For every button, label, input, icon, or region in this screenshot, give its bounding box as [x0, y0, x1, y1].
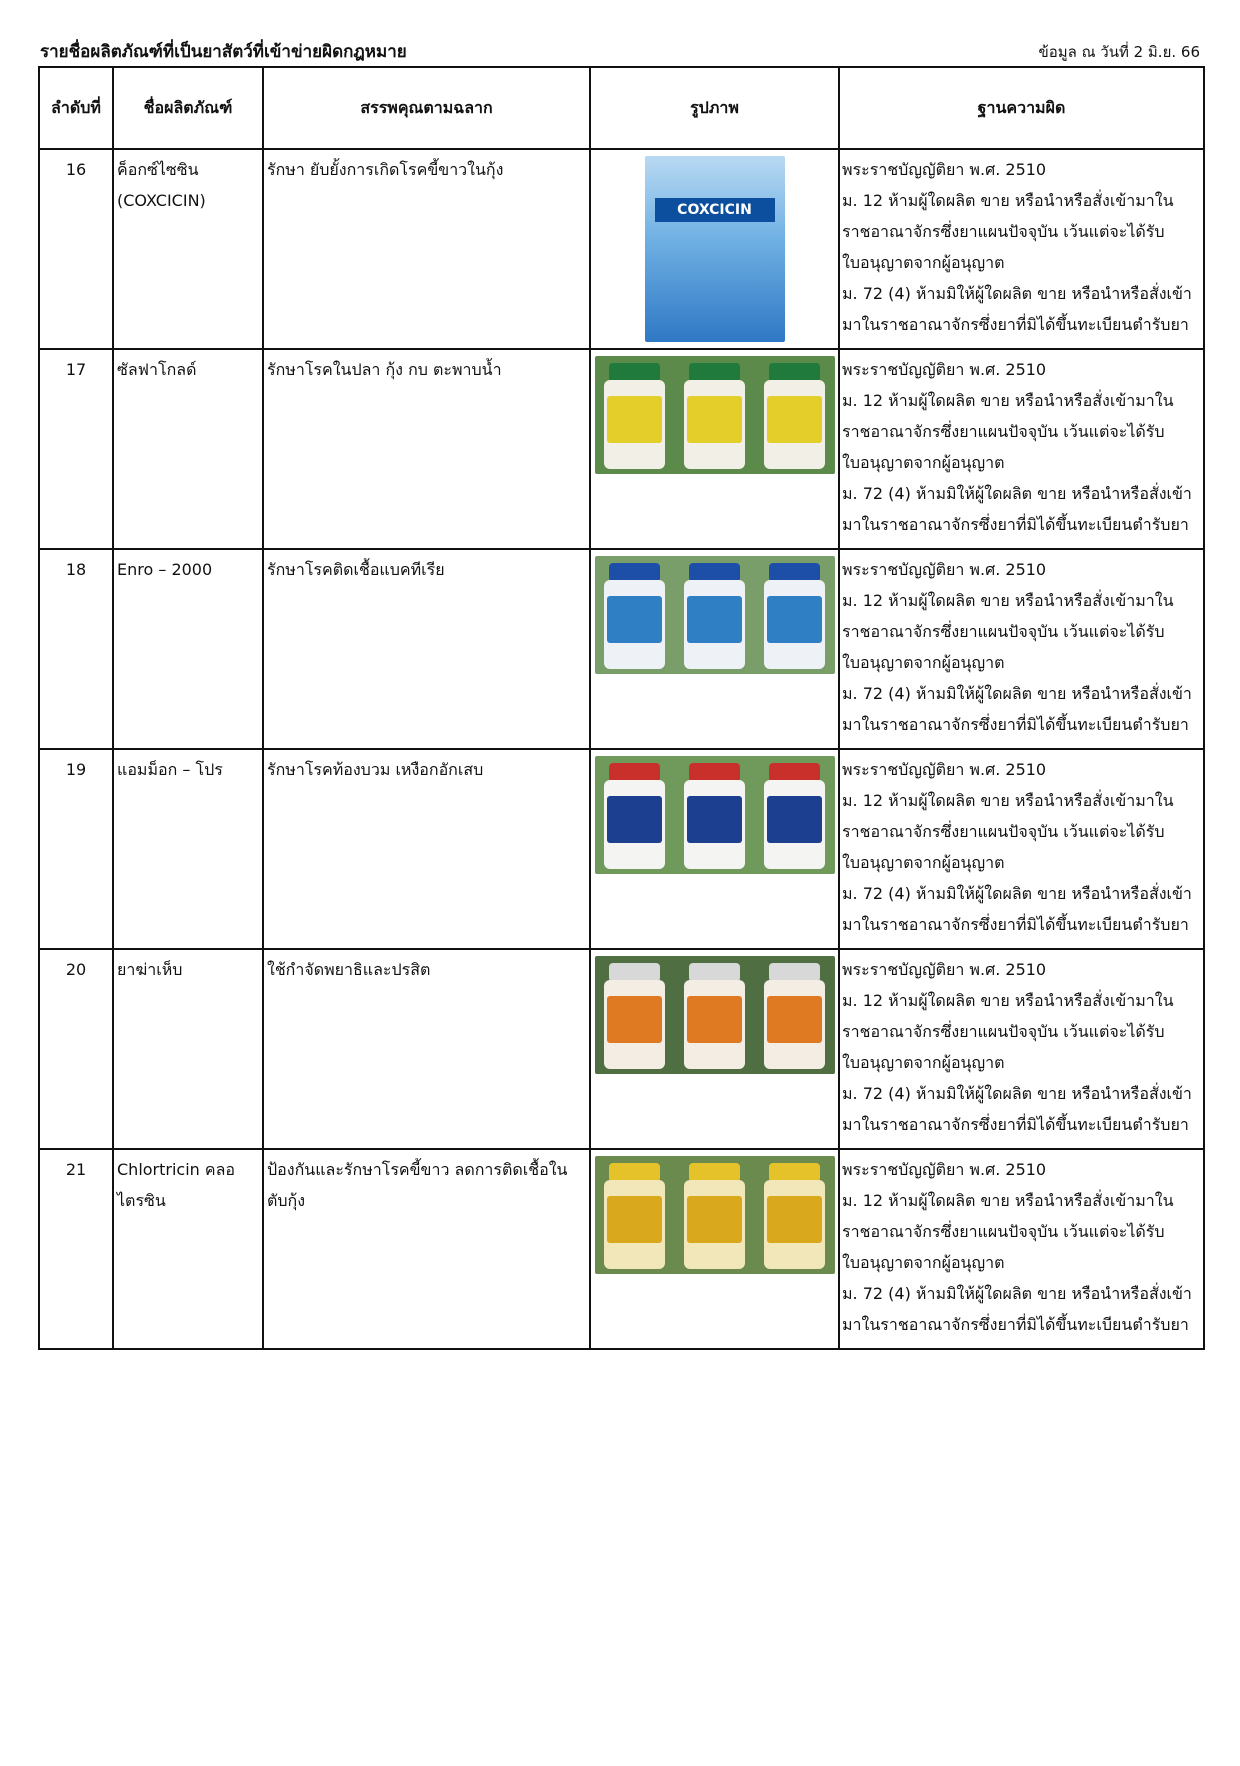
ammok-pro-jars-photo: [595, 756, 835, 874]
law-line: ม. 12 ห้ามผู้ใดผลิต ขาย หรือนำหรือสั่งเข้ามาใน: [842, 991, 1174, 1010]
product-image-cell: [590, 349, 839, 549]
product-image-cell: [590, 749, 839, 949]
row-number: 21: [39, 1149, 113, 1349]
law-line: มาในราชอาณาจักรซึ่งยาที่มิได้ขึ้นทะเบียนตำรับยา: [842, 315, 1189, 334]
law-line: มาในราชอาณาจักรซึ่งยาที่มิได้ขึ้นทะเบียนตำรับยา: [842, 1315, 1189, 1334]
jar-image: [755, 956, 835, 1074]
enro-2000-jars-photo: [595, 556, 835, 674]
table-row: [39, 349, 1204, 549]
law-line: ใบอนุญาตจากผู้อนุญาต: [842, 653, 1005, 672]
law-line: ม. 72 (4) ห้ามมิให้ผู้ใดผลิต ขาย หรือนำหรือสั่งเข้า: [842, 684, 1192, 703]
column-header-name: ชื่อผลิตภัณฑ์: [113, 67, 263, 149]
jar-image: [595, 1156, 675, 1274]
law-line: ราชอาณาจักรซึ่งยาแผนปัจจุบัน เว้นแต่จะได้รับ: [842, 222, 1165, 241]
data-date: ข้อมูล ณ วันที่ 2 มิ.ย. 66: [1038, 43, 1200, 61]
product-name: Chlortricin คลอ ไตรซิน: [113, 1149, 263, 1349]
row-number: 16: [39, 149, 113, 349]
products-table: [38, 66, 1205, 1350]
law-line: ม. 72 (4) ห้ามมิให้ผู้ใดผลิต ขาย หรือนำหรือสั่งเข้า: [842, 484, 1192, 503]
jar-image: [675, 756, 755, 874]
law-line: พระราชบัญญัติยา พ.ศ. 2510: [842, 560, 1047, 579]
law-line: ใบอนุญาตจากผู้อนุญาต: [842, 1053, 1005, 1072]
column-header-property: สรรพคุณตามฉลาก: [263, 67, 590, 149]
coxcicin-bag-photo: [645, 156, 785, 342]
tick-killer-jars-photo: [595, 956, 835, 1074]
product-name: ค็อกซ์ไซซิน (COXCICIN): [113, 149, 263, 349]
label-property: ป้องกันและรักษาโรคขี้ขาว ลดการติดเชื้อใน ตับกุ้ง: [263, 1149, 590, 1349]
label-property: รักษาโรคติดเชื้อแบคทีเรีย: [263, 549, 590, 749]
law-line: ม. 12 ห้ามผู้ใดผลิต ขาย หรือนำหรือสั่งเข้ามาใน: [842, 1191, 1174, 1210]
law-line: มาในราชอาณาจักรซึ่งยาที่มิได้ขึ้นทะเบียนตำรับยา: [842, 515, 1189, 534]
legal-basis: [839, 949, 1204, 1149]
law-line: ราชอาณาจักรซึ่งยาแผนปัจจุบัน เว้นแต่จะได้รับ: [842, 622, 1165, 641]
law-line: ใบอนุญาตจากผู้อนุญาต: [842, 253, 1005, 272]
table-row: [39, 549, 1204, 749]
table-row: [39, 1149, 1204, 1349]
jar-image: [595, 356, 675, 474]
product-name: แอมม็อก – โปร: [113, 749, 263, 949]
table-row: [39, 749, 1204, 949]
jar-image: [755, 556, 835, 674]
product-image-cell: [590, 149, 839, 349]
law-line: ราชอาณาจักรซึ่งยาแผนปัจจุบัน เว้นแต่จะได้รับ: [842, 822, 1165, 841]
jar-image: [675, 356, 755, 474]
law-line: ใบอนุญาตจากผู้อนุญาต: [842, 1253, 1005, 1272]
law-line: พระราชบัญญัติยา พ.ศ. 2510: [842, 760, 1047, 779]
law-line: ใบอนุญาตจากผู้อนุญาต: [842, 853, 1005, 872]
label-property: รักษาโรคในปลา กุ้ง กบ ตะพาบน้ำ: [263, 349, 590, 549]
jar-image: [675, 1156, 755, 1274]
table-row: [39, 149, 1204, 349]
table-row: [39, 949, 1204, 1149]
jar-image: [595, 556, 675, 674]
law-line: ม. 72 (4) ห้ามมิให้ผู้ใดผลิต ขาย หรือนำหรือสั่งเข้า: [842, 1284, 1192, 1303]
law-line: ม. 72 (4) ห้ามมิให้ผู้ใดผลิต ขาย หรือนำหรือสั่งเข้า: [842, 1084, 1192, 1103]
jar-image: [595, 756, 675, 874]
label-property: ใช้กำจัดพยาธิและปรสิต: [263, 949, 590, 1149]
row-number: 18: [39, 549, 113, 749]
law-line: มาในราชอาณาจักรซึ่งยาที่มิได้ขึ้นทะเบียนตำรับยา: [842, 715, 1189, 734]
sulfagold-jars-photo: [595, 356, 835, 474]
law-line: ม. 12 ห้ามผู้ใดผลิต ขาย หรือนำหรือสั่งเข้ามาใน: [842, 591, 1174, 610]
law-line: ราชอาณาจักรซึ่งยาแผนปัจจุบัน เว้นแต่จะได้รับ: [842, 1222, 1165, 1241]
row-number: 17: [39, 349, 113, 549]
row-number: 19: [39, 749, 113, 949]
label-property: รักษา ยับยั้งการเกิดโรคขี้ขาวในกุ้ง: [263, 149, 590, 349]
product-image-cell: [590, 549, 839, 749]
jar-image: [755, 756, 835, 874]
law-line: มาในราชอาณาจักรซึ่งยาที่มิได้ขึ้นทะเบียนตำรับยา: [842, 915, 1189, 934]
label-property: รักษาโรคท้องบวม เหงือกอักเสบ: [263, 749, 590, 949]
legal-basis: [839, 349, 1204, 549]
law-line: พระราชบัญญัติยา พ.ศ. 2510: [842, 960, 1047, 979]
legal-basis: [839, 149, 1204, 349]
legal-basis: [839, 549, 1204, 749]
row-number: 20: [39, 949, 113, 1149]
column-header-no: ลำดับที่: [39, 67, 113, 149]
jar-image: [595, 956, 675, 1074]
law-line: ใบอนุญาตจากผู้อนุญาต: [842, 453, 1005, 472]
product-name: Enro – 2000: [113, 549, 263, 749]
law-line: ม. 72 (4) ห้ามมิให้ผู้ใดผลิต ขาย หรือนำหรือสั่งเข้า: [842, 884, 1192, 903]
column-header-law: ฐานความผิด: [839, 67, 1204, 149]
product-name: ซัลฟาโกลด์: [113, 349, 263, 549]
jar-image: [755, 1156, 835, 1274]
law-line: ราชอาณาจักรซึ่งยาแผนปัจจุบัน เว้นแต่จะได้รับ: [842, 422, 1165, 441]
bag-label-text: COXCICIN: [655, 198, 775, 222]
product-image-cell: [590, 1149, 839, 1349]
legal-basis: [839, 1149, 1204, 1349]
law-line: ม. 12 ห้ามผู้ใดผลิต ขาย หรือนำหรือสั่งเข้ามาใน: [842, 191, 1174, 210]
law-line: พระราชบัญญัติยา พ.ศ. 2510: [842, 1160, 1047, 1179]
legal-basis: [839, 749, 1204, 949]
law-line: ราชอาณาจักรซึ่งยาแผนปัจจุบัน เว้นแต่จะได้รับ: [842, 1022, 1165, 1041]
law-line: ม. 12 ห้ามผู้ใดผลิต ขาย หรือนำหรือสั่งเข้ามาใน: [842, 391, 1174, 410]
column-header-image: รูปภาพ: [590, 67, 839, 149]
law-line: พระราชบัญญัติยา พ.ศ. 2510: [842, 160, 1047, 179]
law-line: พระราชบัญญัติยา พ.ศ. 2510: [842, 360, 1047, 379]
law-line: ม. 12 ห้ามผู้ใดผลิต ขาย หรือนำหรือสั่งเข้ามาใน: [842, 791, 1174, 810]
page-title: รายชื่อผลิตภัณฑ์ที่เป็นยาสัตว์ที่เข้าข่ายผิดกฎหมาย: [40, 42, 407, 62]
jar-image: [755, 356, 835, 474]
product-image-cell: [590, 949, 839, 1149]
jar-image: [675, 556, 755, 674]
product-name: ยาฆ่าเห็บ: [113, 949, 263, 1149]
law-line: ม. 72 (4) ห้ามมิให้ผู้ใดผลิต ขาย หรือนำหรือสั่งเข้า: [842, 284, 1192, 303]
law-line: มาในราชอาณาจักรซึ่งยาที่มิได้ขึ้นทะเบียนตำรับยา: [842, 1115, 1189, 1134]
jar-image: [675, 956, 755, 1074]
table-header-row: [39, 67, 1204, 149]
chlortricin-jars-photo: [595, 1156, 835, 1274]
